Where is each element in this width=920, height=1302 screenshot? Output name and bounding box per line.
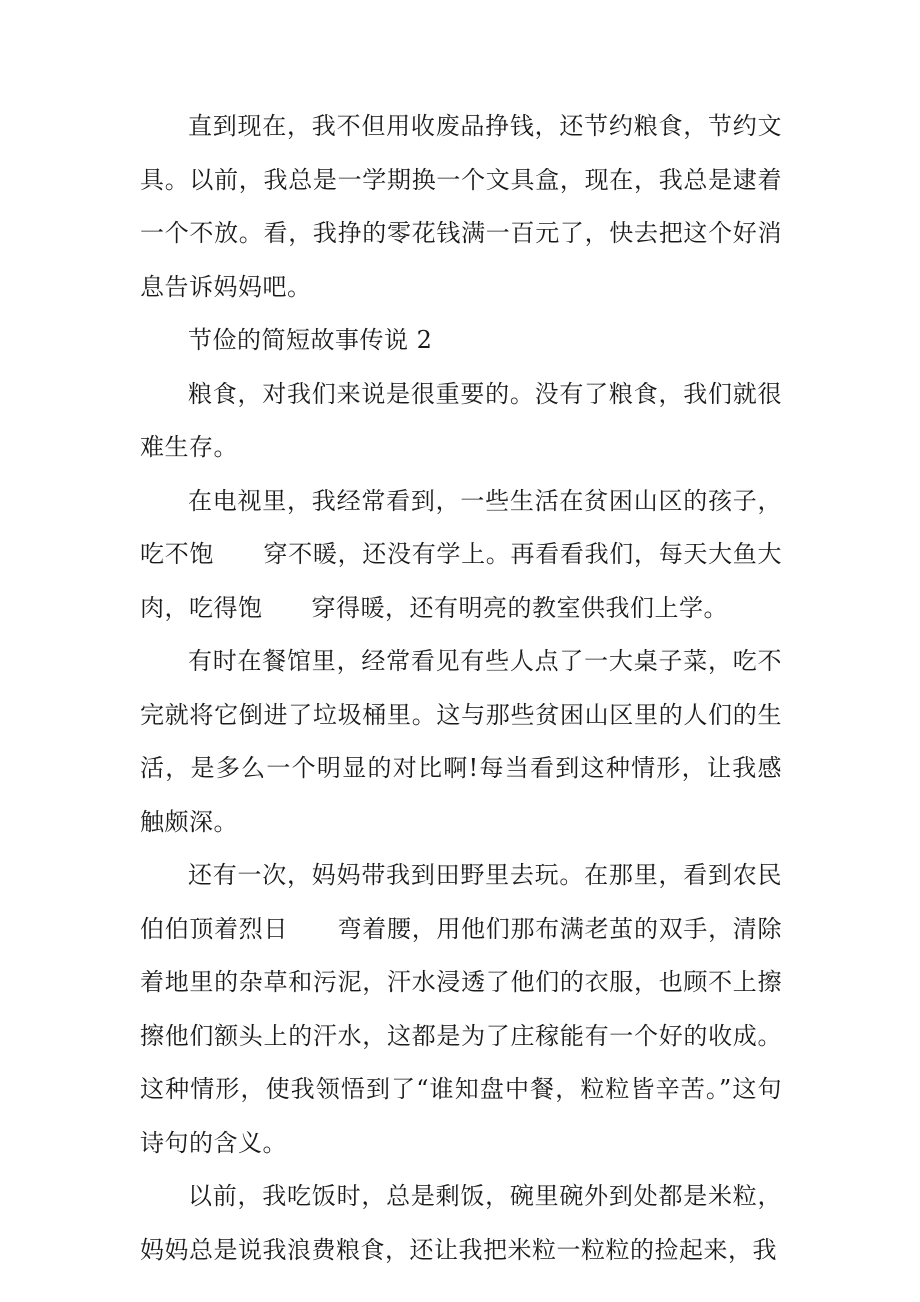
section-heading: 节俭的简短故事传说 2 (188, 326, 433, 354)
paragraph-2: 粮食，对我们来说是很重要的。没有了粮食，我们就很难生存。 (140, 379, 782, 461)
paragraph-6: 以前，我吃饭时，总是剩饭，碗里碗外到处都是米粒，妈妈总是说我浪费粮食，还让我把米粒一粒粒的捡起来，我 (140, 1182, 782, 1264)
paragraph-4: 有时在餐馆里，经常看见有些人点了一大桌子菜，吃不完就将它倒进了垃圾桶里。这与那些贫困山区里的人们的生活，是多么一个明显的对比啊!每当看到这种情形，让我感触颇深。 (140, 647, 782, 836)
document-body (140, 100, 782, 1277)
paragraph-5: 还有一次，妈妈带我到田野里去玩。在那里，看到农民伯伯顶着烈日 弯着腰，用他们那布满老茧的双手，清除着地里的杂草和污泥，汗水浸透了他们的衣服，也顾不上擦擦他们额头上的汗水，这都是为了庄稼能有一个好的收成。这种情形，使我领悟到了“谁知盘中餐，粒粒皆辛苦。”这句诗句的含义。 (140, 861, 782, 1157)
paragraph-1: 直到现在，我不但用收废品挣钱，还节约粮食，节约文具。以前，我总是一学期换一个文具盒，现在，我总是逮着一个不放。看，我挣的零花钱满一百元了，快去把这个好消息告诉妈妈吧。 (140, 112, 782, 301)
paragraph-3: 在电视里，我经常看到，一些生活在贫困山区的孩子，吃不饱 穿不暖，还没有学上。再看看我们，每天大鱼大肉，吃得饱 穿得暖，还有明亮的教室供我们上学。 (140, 486, 782, 622)
